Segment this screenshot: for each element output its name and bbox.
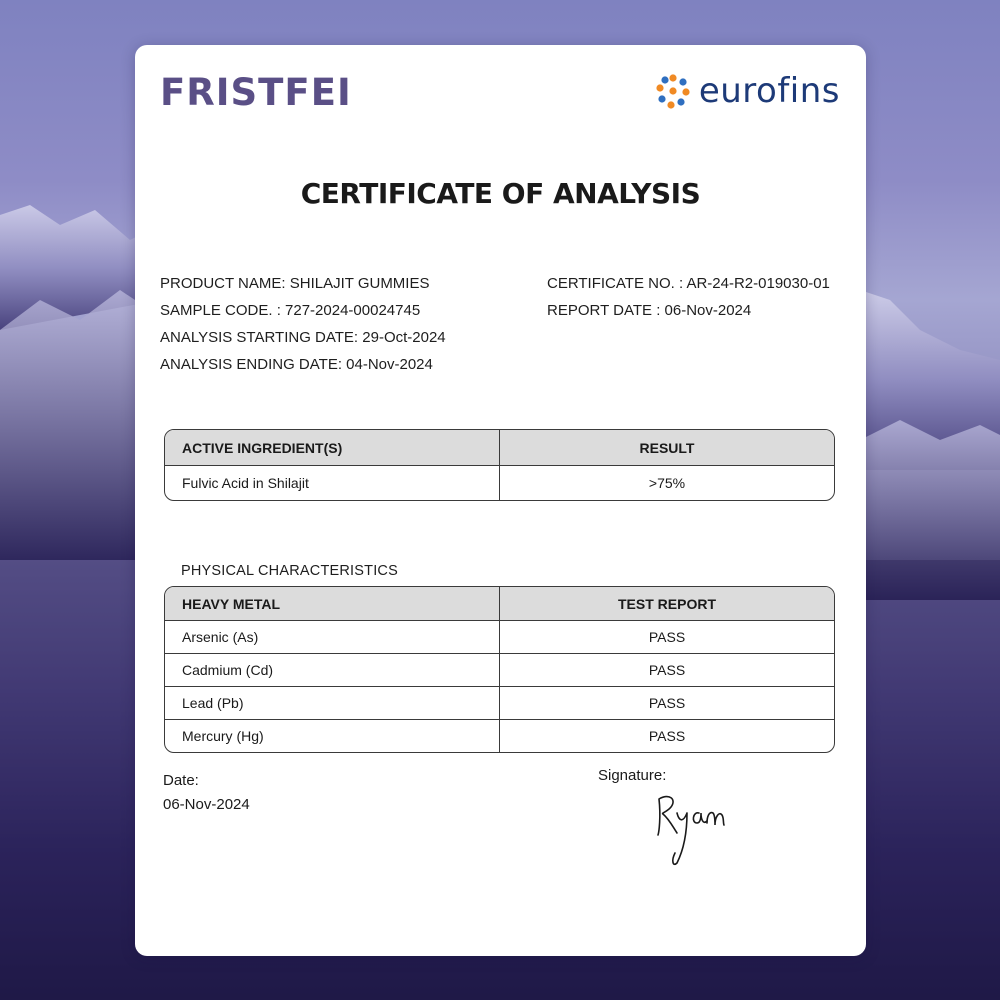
info-right: [547, 270, 830, 324]
eurofins-dots-icon: [655, 73, 691, 109]
analysis-end-date: ANALYSIS ENDING DATE: 04-Nov-2024: [160, 356, 433, 373]
ingredient-name: Fulvic Acid in Shilajit: [165, 466, 500, 500]
physical-characteristics-label: PHYSICAL CHARACTERISTICS: [181, 563, 398, 579]
date-label: Date:: [163, 772, 199, 789]
document-title: CERTIFICATE OF ANALYSIS: [300, 177, 701, 210]
signature-label: Signature:: [598, 767, 667, 784]
table-header-row: [165, 587, 834, 620]
date-block: [163, 769, 250, 817]
handwritten-signature: [649, 787, 729, 869]
column-header-test-report: TEST REPORT: [617, 595, 716, 612]
column-header-heavy-metal: HEAVY METAL: [165, 587, 500, 620]
metal-name: Lead (Pb): [165, 687, 500, 719]
lab-logo: [655, 71, 840, 111]
column-header-result: RESULT: [639, 439, 695, 456]
table-row: [165, 620, 834, 653]
info-left: [160, 270, 446, 378]
report-date: REPORT DATE : 06-Nov-2024: [547, 302, 752, 319]
table-row: [165, 719, 834, 752]
table-row: [165, 686, 834, 719]
heavy-metals-table: [164, 586, 835, 753]
metal-name: Arsenic (As): [165, 621, 500, 653]
column-header-ingredient: ACTIVE INGREDIENT(S): [165, 430, 500, 465]
metal-result: PASS: [648, 728, 686, 744]
metal-result: PASS: [648, 695, 686, 711]
table-header-row: [165, 430, 834, 465]
certificate-card: [135, 45, 866, 956]
table-row: [165, 653, 834, 686]
active-ingredients-table: [164, 429, 835, 501]
metal-result: PASS: [648, 662, 686, 678]
brand-logo: FRISTFEI: [160, 71, 352, 114]
table-row: [165, 465, 834, 500]
metal-name: Cadmium (Cd): [165, 654, 500, 686]
analysis-start-date: ANALYSIS STARTING DATE: 29-Oct-2024: [160, 329, 446, 346]
product-name: PRODUCT NAME: SHILAJIT GUMMIES: [160, 275, 430, 292]
sample-code: SAMPLE CODE. : 727-2024-00024745: [160, 302, 421, 319]
certificate-number: CERTIFICATE NO. : AR-24-R2-019030-01: [547, 275, 830, 292]
metal-name: Mercury (Hg): [165, 720, 500, 752]
date-value: 06-Nov-2024: [163, 796, 250, 813]
lab-name: eurofins: [698, 71, 840, 111]
ingredient-result: >75%: [648, 475, 686, 491]
metal-result: PASS: [648, 629, 686, 645]
